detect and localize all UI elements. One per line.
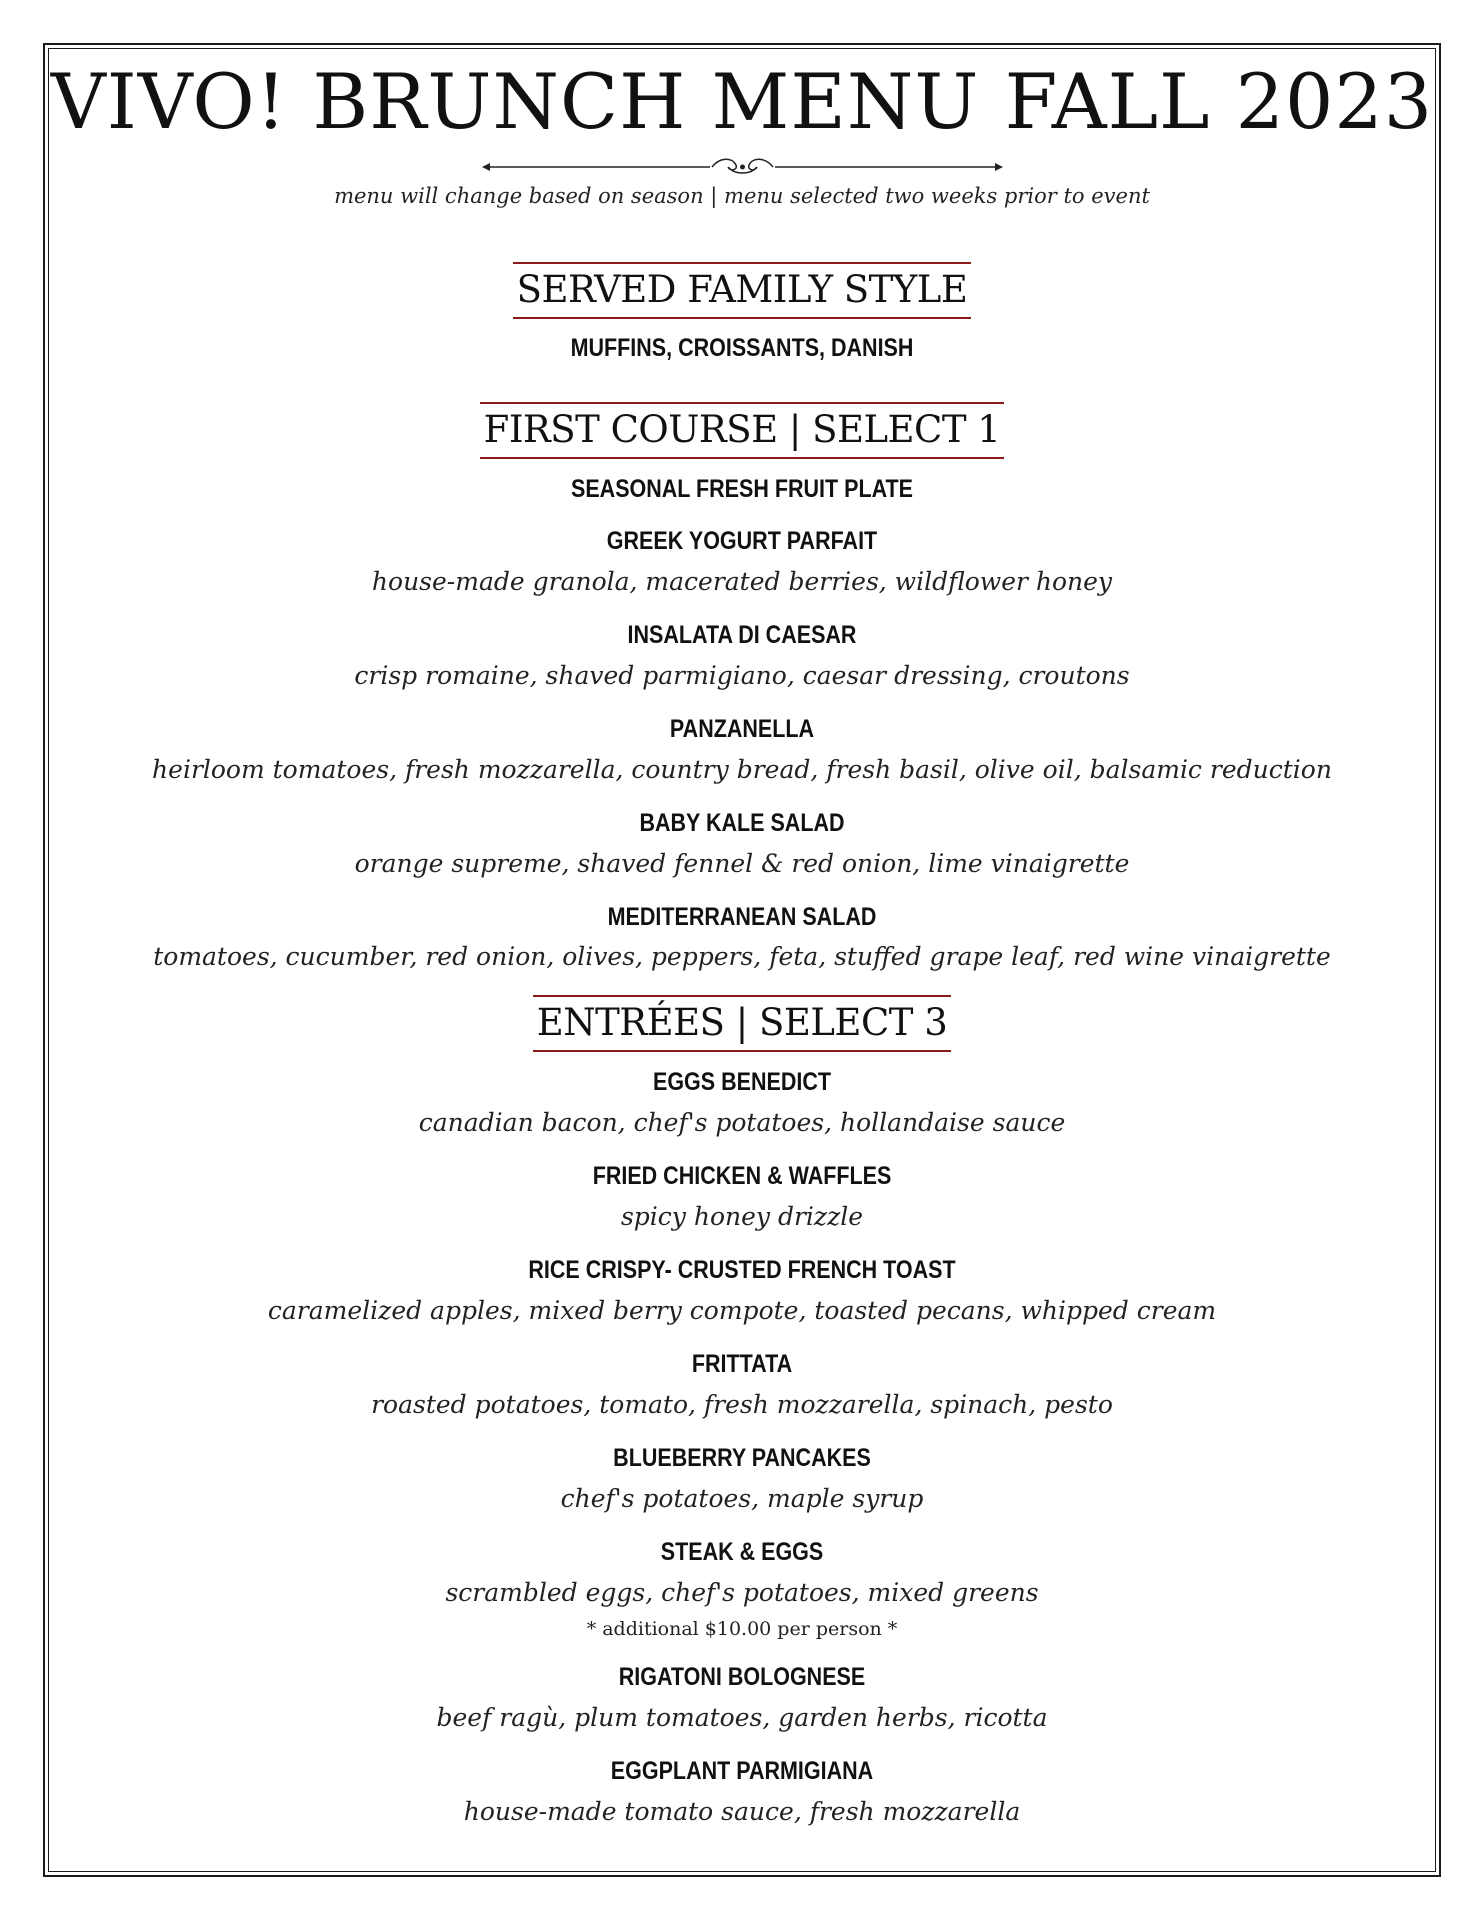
ornament-divider-icon (480, 155, 1005, 179)
menu-item-description: beef ragù, plum tomatoes, garden herbs, ricotta (436, 1703, 1048, 1732)
menu-item-name: BLUEBERRY PANCAKES (613, 1444, 871, 1472)
menu-item-surcharge-note: * additional $10.00 per person * (586, 1618, 898, 1640)
menu-title: VIVO! BRUNCH MENU FALL 2023 (50, 57, 1434, 146)
menu-item-name: GREEK YOGURT PARFAIT (606, 527, 878, 555)
menu-item-name: STEAK & EGGS (660, 1538, 824, 1566)
menu-item-description: caramelized apples, mixed berry compote, toasted pecans, whipped cream (267, 1296, 1217, 1325)
menu-item-description: chef's potatoes, maple syrup (560, 1484, 924, 1513)
section-heading-family-style (0, 262, 1484, 319)
menu-item-name: EGGPLANT PARMIGIANA (610, 1757, 874, 1785)
section-heading-entrees (0, 995, 1484, 1052)
menu-item-description: heirloom tomatoes, fresh mozzarella, country bread, fresh basil, olive oil, balsamic reduction (152, 755, 1332, 784)
menu-item-name: FRITTATA (691, 1350, 793, 1378)
menu-item-name: RIGATONI BOLOGNESE (618, 1663, 866, 1691)
menu-item-name: MEDITERRANEAN SALAD (607, 903, 877, 931)
menu-item-description: spicy honey drizzle (620, 1202, 864, 1231)
menu-item-name: RICE CRISPY- CRUSTED FRENCH TOAST (528, 1256, 956, 1284)
menu-item-name: INSALATA DI CAESAR (627, 621, 857, 649)
menu-item-description: crisp romaine, shaved parmigiano, caesar dressing, croutons (354, 661, 1130, 690)
menu-item-description: scrambled eggs, chef's potatoes, mixed greens (445, 1578, 1039, 1607)
section-title: ENTRÉES | SELECT 3 (533, 995, 952, 1052)
menu-item-description: house-made granola, macerated berries, wildflower honey (371, 567, 1113, 596)
menu-item-description: canadian bacon, chef's potatoes, hollandaise sauce (418, 1108, 1066, 1137)
menu-subtitle: menu will change based on season | menu selected two weeks prior to event (334, 184, 1150, 208)
menu-item-description: tomatoes, cucumber, red onion, olives, peppers, feta, stuffed grape leaf, red wine vinaigrette (153, 942, 1331, 971)
menu-item-name: EGGS BENEDICT (652, 1068, 831, 1096)
menu-item-name: MUFFINS, CROISSANTS, DANISH (570, 334, 914, 362)
section-title: SERVED FAMILY STYLE (513, 262, 972, 319)
menu-item-name: PANZANELLA (669, 715, 815, 743)
menu-item-name: SEASONAL FRESH FRUIT PLATE (570, 475, 914, 503)
menu-item-description: orange supreme, shaved fennel & red onion, lime vinaigrette (354, 849, 1130, 878)
menu-item-description: house-made tomato sauce, fresh mozzarella (463, 1797, 1021, 1826)
section-heading-first-course (0, 402, 1484, 459)
menu-item-description: roasted potatoes, tomato, fresh mozzarella, spinach, pesto (371, 1390, 1113, 1419)
menu-item-name: FRIED CHICKEN & WAFFLES (592, 1162, 892, 1190)
menu-item-name: BABY KALE SALAD (639, 809, 845, 837)
section-title: FIRST COURSE | SELECT 1 (480, 402, 1005, 459)
